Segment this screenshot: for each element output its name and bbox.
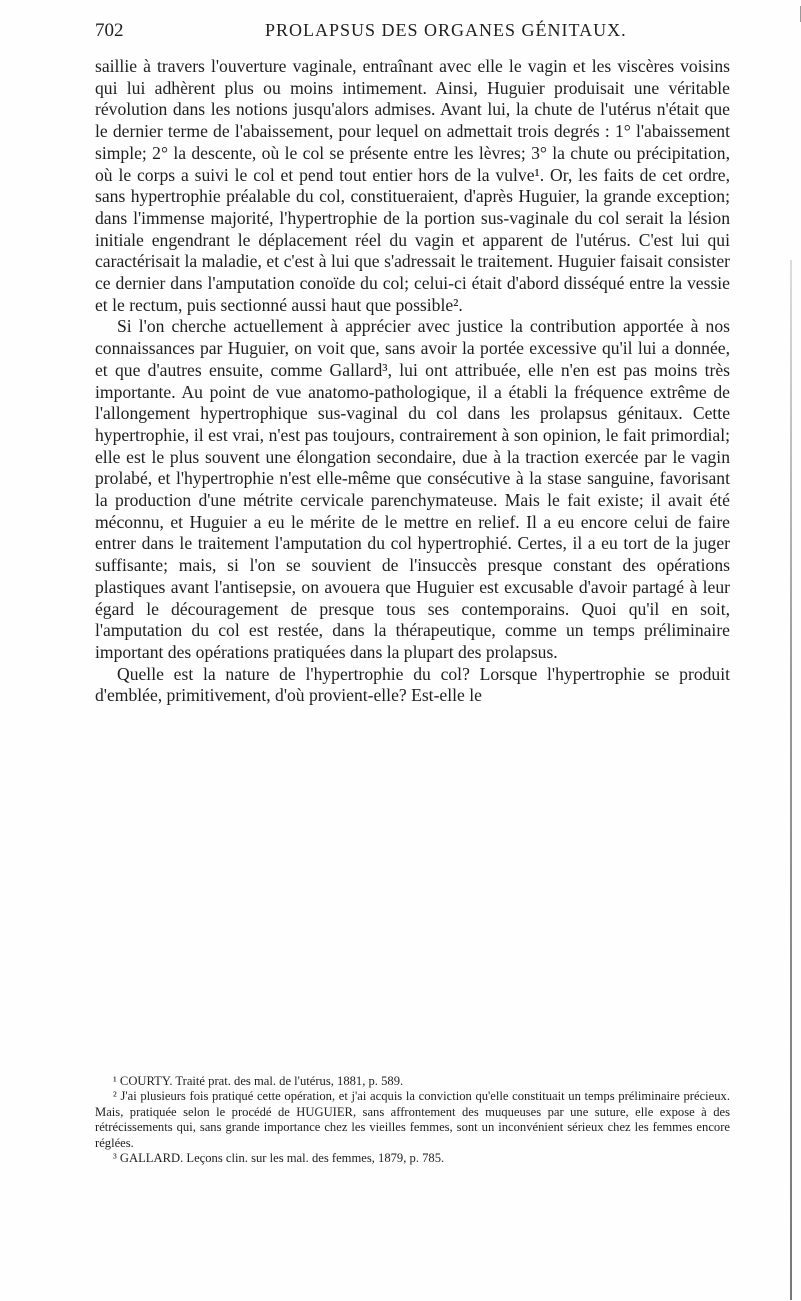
running-title: PROLAPSUS DES ORGANES GÉNITAUX.	[265, 20, 627, 40]
page-edge-shadow	[790, 260, 792, 1300]
page-number: 702	[95, 20, 124, 41]
footnote: ² J'ai plusieurs fois pratiqué cette opération, et j'ai acquis la conviction qu'elle constituait un temps préliminaire précieux. Mais, pratiquée selon le procédé de HUGUIER, sans affrontement des muqueuses par une suture, elle expose à des rétrécissements qui, sans grande importance chez les vieilles femmes, sont un inconvénient sérieux chez les femmes encore réglées.	[95, 1089, 730, 1150]
paragraph: Si l'on cherche actuellement à apprécier avec justice la contribution apportée à nos connaissances par Huguier, on voit que, sans avoir la portée excessive qu'il lui a donnée, et que d'autres ensuite, comme Gallard³, lui ont attribuée, elle n'en est pas moins très importante. Au point de vue anatomo-pathologique, il a établi la fréquence extrême de l'allongement hypertrophique sus-vaginal du col dans les prolapsus génitaux. Cette hypertrophie, il est vrai, n'est pas toujours, contrairement à son opinion, le fait primordial; elle est le plus souvent une élongation secondaire, due à la traction exercée par le vagin prolabé, et l'hypertrophie n'est elle-même que consécutive à la stase sanguine, favorisant la production d'une métrite cervicale parenchymateuse. Mais le fait existe; il avait été méconnu, et Huguier a eu le mérite de le mettre en relief. Il a eu encore celui de faire entrer dans le traitement l'amputation du col hypertrophié. Certes, il a eu tort de la juger suffisante; mais, si l'on se souvient de l'insuccès presque constant des opérations plastiques avant l'antisepsie, on avouera que Huguier est excusable d'avoir partagé à leur égard le découragement de presque tous ses contemporains. Quoi qu'il en soit, l'amputation du col est restée, dans la thérapeutique, comme un temps préliminaire important des opérations pratiquées dans la plupart des prolapsus.	[95, 316, 730, 662]
footnote: ³ GALLARD. Leçons clin. sur les mal. des femmes, 1879, p. 785.	[113, 1151, 445, 1166]
paragraph: saillie à travers l'ouverture vaginale, entraînant avec elle le vagin et les viscères voisins qui lui adhèrent plus ou moins intimement. Ainsi, Huguier produisait une véritable révolution dans les notions jusqu'alors admises. Avant lui, la chute de l'utérus n'était que le dernier terme de l'abaissement, pour lequel on admettait trois degrés : 1° l'abaissement simple; 2° la descente, où le col se présente entre les lèvres; 3° la chute ou précipitation, où le corps a suivi le col et pend tout entier hors de la vulve¹. Or, les faits de cet ordre, sans hypertrophie préalable du col, constitueraient, d'après Huguier, la grande exception; dans l'immense majorité, l'hypertrophie de la portion sus-vaginale du col serait la lésion initiale engendrant le déplacement réel du vagin et apparent de l'utérus. C'est lui qui caractérisait la maladie, et c'est à lui que s'adressait le traitement. Huguier faisait consister ce dernier dans l'amputation conoïde du col; celui-ci était d'abord disséqué entre la vessie et le rectum, puis sectionné aussi haut que possible².	[95, 56, 730, 315]
footnotes	[95, 1074, 730, 1166]
page-header	[95, 20, 715, 60]
body-text	[95, 56, 730, 707]
paragraph: Quelle est la nature de l'hypertrophie du col? Lorsque l'hypertrophie se produit d'emblée, primitivement, d'où provient-elle? Est-elle le	[95, 663, 730, 706]
footnote: ¹ COURTY. Traité prat. des mal. de l'utérus, 1881, p. 589.	[113, 1074, 404, 1088]
